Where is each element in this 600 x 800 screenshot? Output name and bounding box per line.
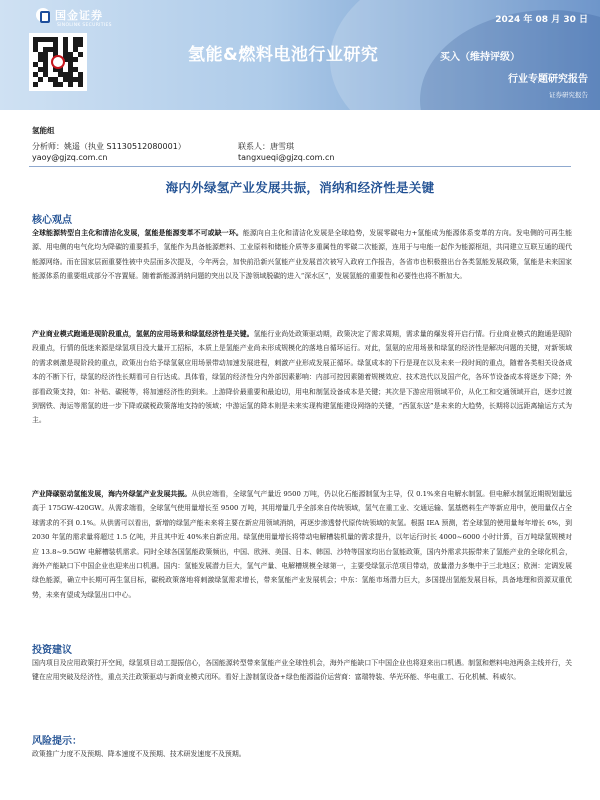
section-heading-core-views: 核心观点 bbox=[32, 215, 72, 226]
report-headline: 海内外绿氢产业发展共振，消纳和经济性是关键 bbox=[165, 180, 435, 195]
paragraph-body: 氢能行业尚处政策驱动期，政策决定了需求周期，需求量的爆发将开启行情。行业商业模式的跑通是现阶段重点，行情的低迷来源是绿氢项目没大量开工招标，本质上是氢能产业尚未形成规模化的落地自循环运行。对此，氢氨的应用场景和绿氢的经济性是解决问题的关键，对新领域的需求刺激是现阶段的重点，政策出台给予绿氢氨应用场景带动加速发展进程，刺激产业形成发展正循环。绿氢成本的下行是现在以及未来一段时间的重点，随着各类相关设备成本的不断下行，绿氢的经济性长期看可自行达成。具体看，绿氢的经济性分内外部因素影响：内部可控因素随着规模效应、技术迭代以及国产化，各环节设备成本将逐步下降；外部看政策支持，如：补贴、碳税等，将加速经济性的到来。上游降价最重要和最迫切，用电和制氢设备成本是关键；其次是下游应用领域平价，从化工和交通领域开启，逐步过渡到钢铁、海运等需氢的进一步下降或碳税政策落地支持的领域；中游运氢的降本则是未来实现构建氢能建设网络的关键，“西氢东送”是未来的大趋势，长期将以远距离输运方式为主。 bbox=[32, 330, 573, 425]
analyst-email[interactable]: yaoy@gjzq.com.cn bbox=[32, 153, 108, 162]
report-banner bbox=[0, 0, 600, 110]
logo-icon bbox=[36, 8, 50, 22]
paragraph-energy-transition bbox=[32, 226, 572, 284]
section-heading-investment: 投资建议 bbox=[32, 645, 72, 656]
rating-badge: 买入（维持评级） bbox=[440, 52, 520, 63]
paragraph-body: 从供应端看，全球氢气产量近 9500 万吨，仍以化石能源制氢为主导，仅 0.1%来自电解水制氢。但电解水制氢近期规划量远高于 175GW-420GW。从需求端看，全球氢气使用量增长至 9500 万吨，其用增量几乎全部来自传统领域，氢气在重工业、交通运输、氢基燃料生产等新应用中，使用量仅占全球需求的不到 0.1%。从供需可以看出，新增的绿氢产能未来将主要在新应用领域消纳，再逐步渗透替代原传统领域的灰氢。根据 IEA 预测，若全球氢的使用量每年增长 6%，到 2030 年氢的需求量将超过 1.5 亿吨，并且其中近 40%来自新应用。绿氢使用量增长将带动电解槽装机量的需求提升，以年运行时长 4000~6000 小时计算，百万吨绿氢规模对应 13.8~9.5GW 电解槽装机需求。同时全球各国氢能政策频出，中国、欧洲、美国、日本、韩国、沙特等国家均出台氢能政策，国内外需求共振带来了氢能产业的全球化机会，海外产能缺口下中国企业也迎来出口机遇。国内：氢能发展潜力巨大，氢气产量、电解槽规模全球第一，主要受绿氢示范项目带动，放量潜力多集中于三北地区；欧洲：定调发展绿色能源，确立中长期可再生氢目标，碳税政策落地将刺激绿氢需求增长，带来氢能产业发展机会；中东：氢能市场潜力巨大，多国提出氢能发展目标，具备地理和资源双重优势，未来有望成为绿氢出口中心。 bbox=[32, 490, 573, 599]
paragraph-body: 政策推广力度不及预期、降本速度不及预期、技术研发速度不及预期。 bbox=[32, 750, 246, 758]
paragraph-lead: 产业商业模式跑通是现阶段重点，氢氨的应用场景和绿氢经济性是关键。 bbox=[32, 330, 254, 338]
analyst-info: 分析师：姚遥（执业 S1130512080001） bbox=[32, 142, 186, 151]
industry-group: 氢能组 bbox=[32, 126, 55, 135]
paragraph-global-resonance bbox=[32, 487, 572, 602]
brand-logo bbox=[36, 7, 103, 23]
logo-english-name: SINOLINK SECURITIES bbox=[57, 23, 112, 28]
paragraph-lead: 产业降碳驱动氢能发展，海内外绿氢产业发展共振。 bbox=[32, 490, 192, 498]
report-date: 2024 年 08 月 30 日 bbox=[495, 15, 588, 25]
paragraph-body: 国内项目及应用政策打开空间，绿氢项目动工提振信心，各国能源转型带来氢能产业全球性机会，海外产能缺口下中国企业也将迎来出口机遇。制氢和燃料电池两条主线并行，关键在应用突破及经济性，重点关注政策驱动与新商业模式闭环。看好上游制氢设备+绿色能源溢价运营商：富瑞特装、华光环能、华电重工、石化机械、科威尔。 bbox=[32, 659, 572, 682]
logo-name: 国金证券 bbox=[55, 9, 103, 22]
paragraph-lead: 全球能源转型自主化和清洁化发展，氢能是能源变革不可或缺一环。 bbox=[32, 229, 243, 237]
department-label: 证券研究报告 bbox=[549, 91, 588, 99]
section-heading-risk: 风险提示： bbox=[32, 736, 82, 747]
paragraph-risk bbox=[32, 747, 572, 761]
contact-info: 联系人：唐雪琪 bbox=[238, 142, 294, 151]
qr-code-icon bbox=[29, 33, 87, 91]
contact-email[interactable]: tangxueqi@gjzq.com.cn bbox=[238, 153, 335, 162]
section-divider bbox=[29, 166, 571, 167]
paragraph-investment bbox=[32, 656, 572, 685]
qr-center-logo-icon bbox=[51, 55, 65, 69]
paragraph-body: 能源向自主化和清洁化发展是全球趋势，发展零碳电力+氢能成为能源体系变革的方向。发电侧的可再生能源、用电侧的电气化均为降碳的重要抓手，氢能作为具备能源燃料、工业原料和储能介质等多重属性的零碳二次能源，连用于与电能一起作为能源枢纽，共同建立互联互通的现代能源网络。而在国家层面重要性被中央层面多次提及，今年两会，加快前沿新兴氢能产业发展首次被写入政府工作报告，各省市也积极推出台各类氢能发展政策，氢能是未来国家能源体系的重要组成部分不容置疑。随着新能源消纳问题的突出以及下游领域脱碳的进入“深水区”，发展氢能的重要性和必要性也将不断加大。 bbox=[32, 229, 572, 281]
report-title: 氢能&燃料电池行业研究 bbox=[188, 45, 379, 65]
report-type: 行业专题研究报告 bbox=[508, 74, 588, 85]
paragraph-business-model bbox=[32, 327, 572, 428]
